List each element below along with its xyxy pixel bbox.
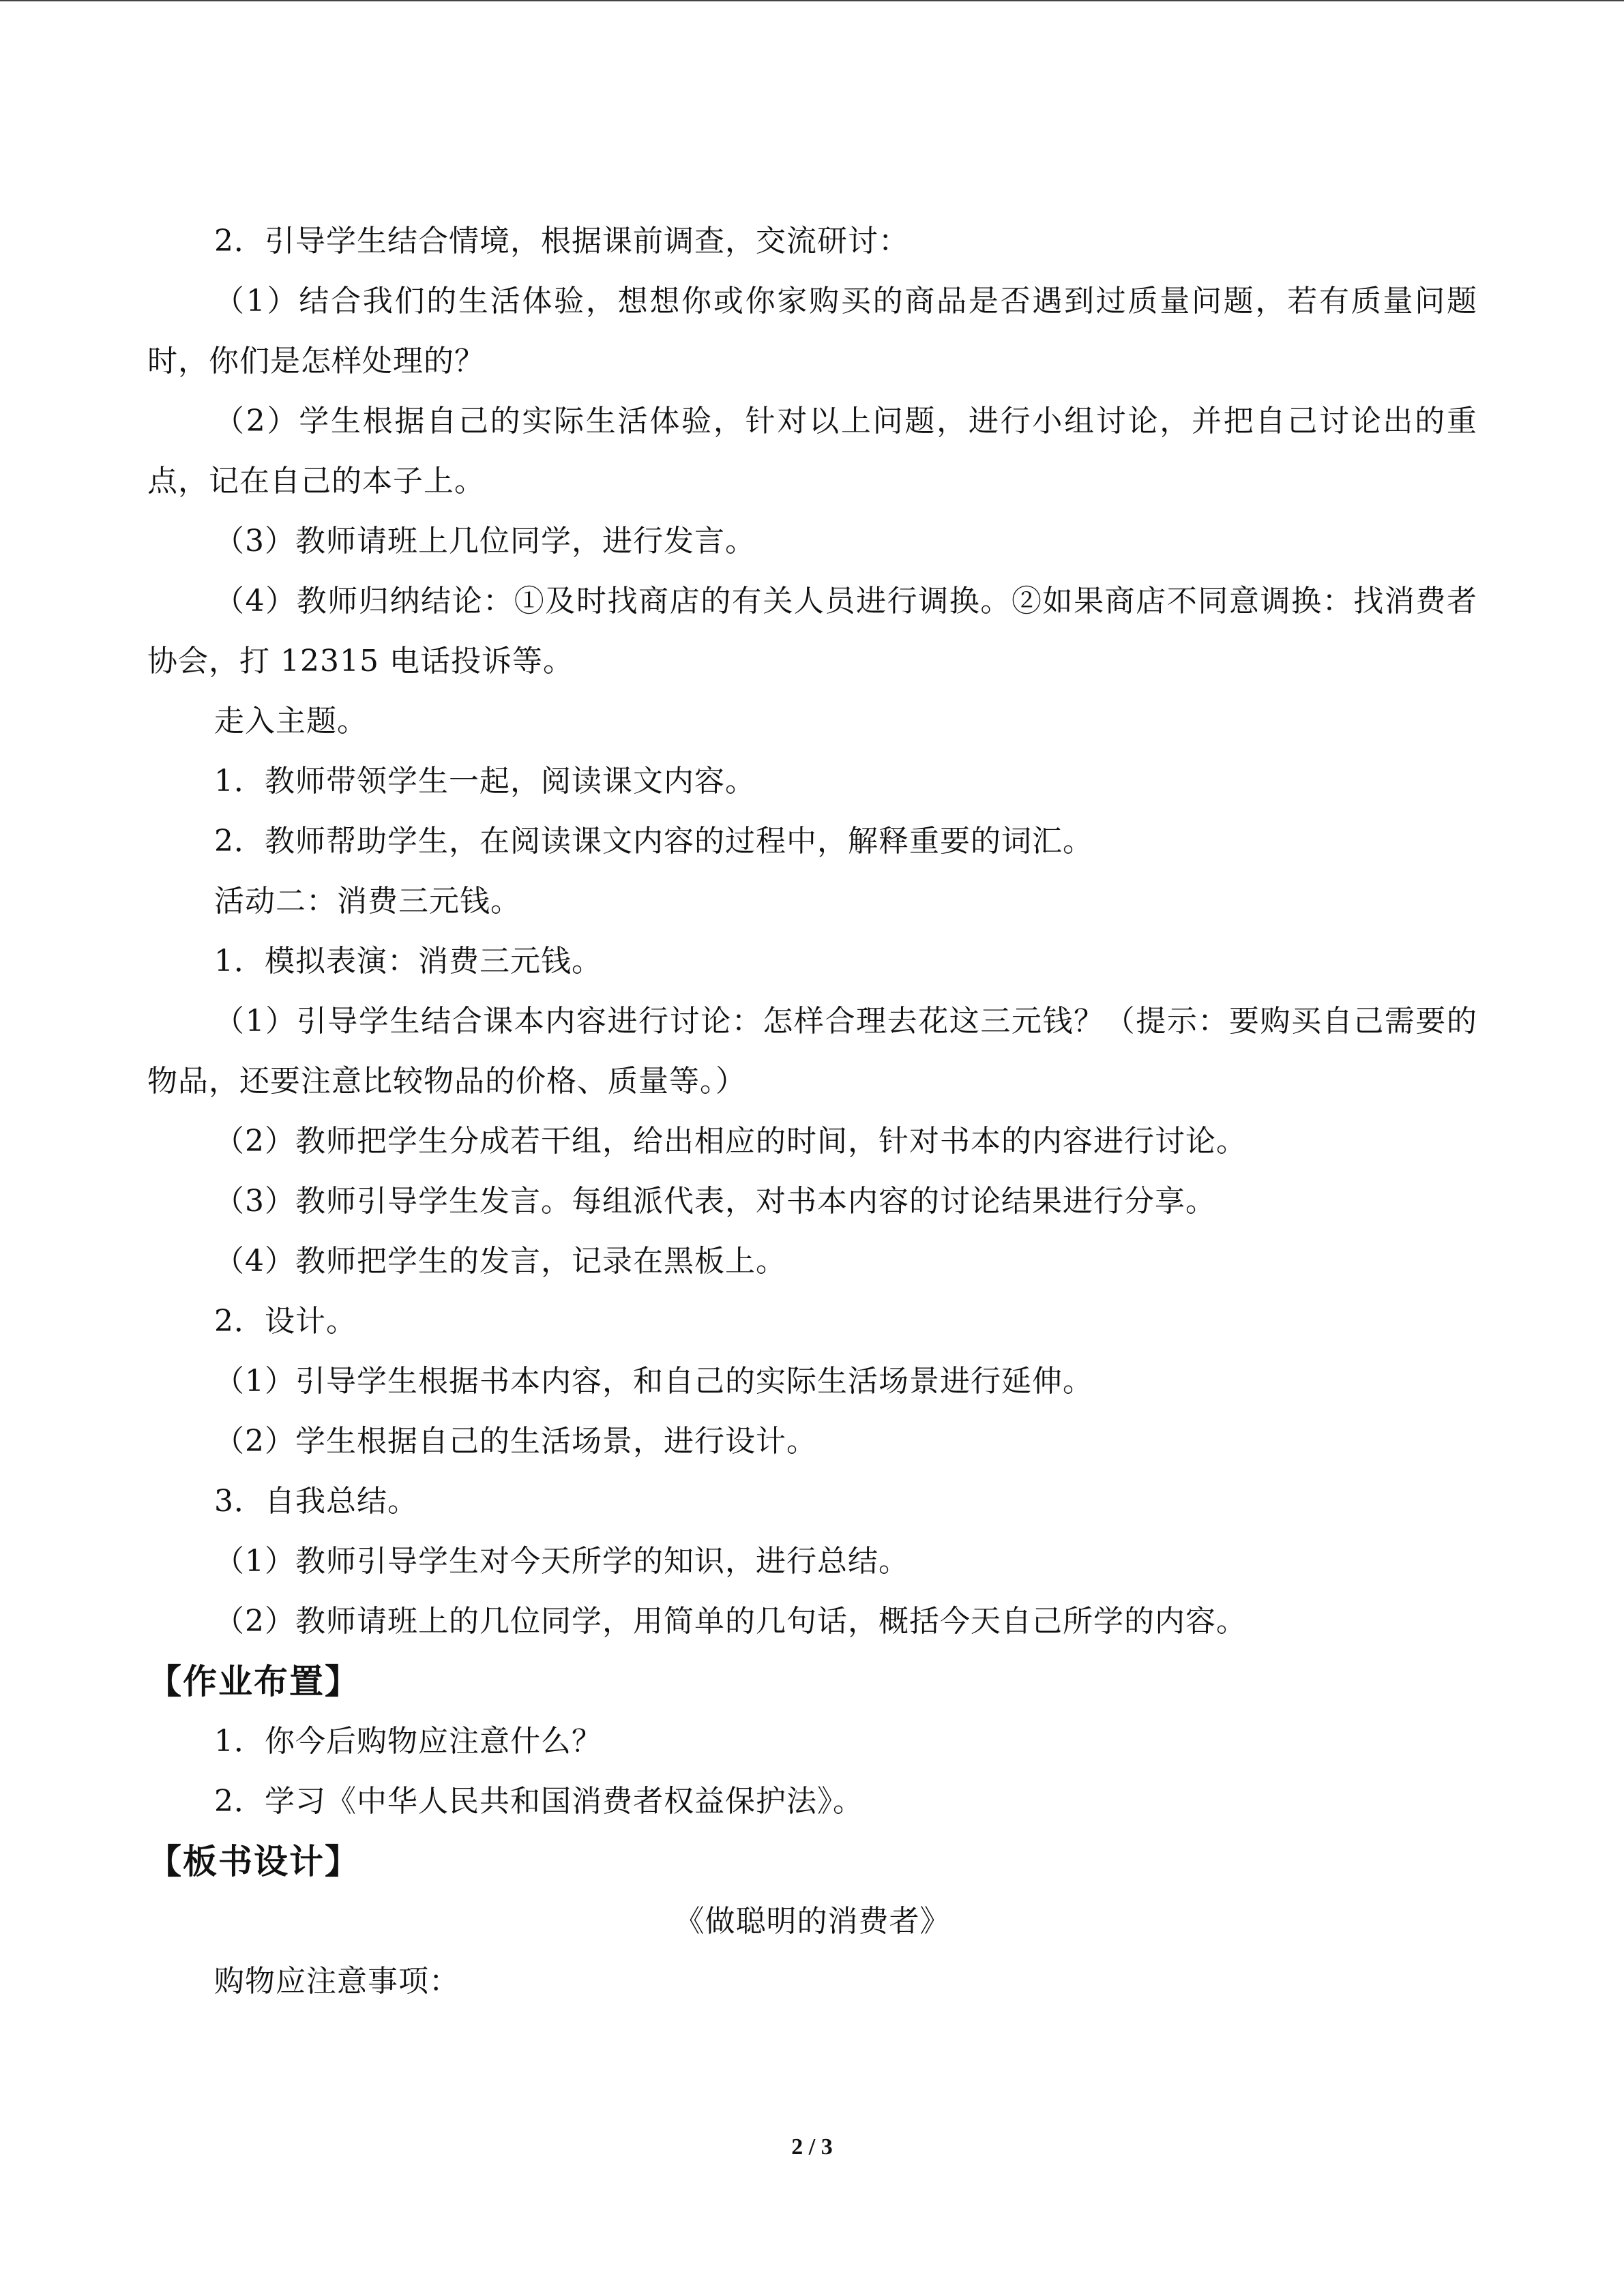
- paragraph-guide-discussion: 2．引导学生结合情境，根据课前调查，交流研讨：: [214, 224, 909, 258]
- paragraph-extend-scene: （1）引导学生根据书本内容，和自己的实际生活场景进行延伸。: [214, 1364, 1093, 1399]
- page-number: 2 / 3: [791, 2134, 833, 2160]
- document-body: [147, 211, 1477, 2012]
- heading-board-design: 【板书设计】: [147, 1842, 360, 1881]
- paragraph-homework-one: 1．你今后购物应注意什么？: [214, 1724, 602, 1759]
- paragraph-role-play: 1．模拟表演：消费三元钱。: [214, 944, 602, 979]
- paragraph-group-discussion: （2）学生根据自己的实际生活体验，针对以上问题，进行小组讨论，并把自己讨论出的重点，记在自己的本子上。: [147, 404, 1477, 498]
- paragraph-student-speech: （3）教师请班上几位同学，进行发言。: [214, 524, 756, 558]
- paragraph-read-text: 1．教师带领学生一起，阅读课文内容。: [214, 764, 756, 799]
- board-title: 《做聪明的消费者》: [674, 1904, 951, 1939]
- paragraph-blackboard-record: （4）教师把学生的发言，记录在黑板上。: [214, 1244, 786, 1279]
- paragraph-teacher-conclusion: （4）教师归纳结论：①及时找商店的有关人员进行调换。②如果商店不同意调换：找消费者协会，打 12315 电话投诉等。: [147, 584, 1477, 679]
- paragraph-explain-words: 2．教师帮助学生，在阅读课文内容的过程中，解释重要的词汇。: [214, 824, 1093, 859]
- paragraph-group-share: （3）教师引导学生发言。每组派代表，对书本内容的讨论结果进行分享。: [214, 1184, 1216, 1219]
- paragraph-summary-speech: （2）教师请班上的几位同学，用简单的几句话，概括今天自己所学的内容。: [214, 1604, 1247, 1639]
- paragraph-quality-question: （1）结合我们的生活体验，想想你或你家购买的商品是否遇到过质量问题，若有质量问题时，你们是怎样处理的？: [147, 284, 1477, 378]
- paragraph-divide-groups: （2）教师把学生分成若干组，给出相应的时间，针对书本的内容进行讨论。: [214, 1124, 1247, 1159]
- paragraph-homework-two: 2．学习《中华人民共和国消费者权益保护法》。: [214, 1784, 863, 1819]
- paragraph-shopping-notes: 购物应注意事项：: [214, 1964, 460, 1999]
- paragraph-enter-topic: 走入主题。: [214, 704, 368, 739]
- paragraph-self-summary: 3．自我总结。: [214, 1484, 418, 1519]
- paragraph-spend-discussion: （1）引导学生结合课本内容进行讨论：怎样合理去花这三元钱？（提示：要购买自己需要的物品，还要注意比较物品的价格、质量等。）: [147, 1004, 1477, 1099]
- paragraph-activity-two: 活动二：消费三元钱。: [214, 884, 521, 919]
- paragraph-student-design: （2）学生根据自己的生活场景，进行设计。: [214, 1424, 817, 1459]
- paragraph-summary-guide: （1）教师引导学生对今天所学的知识，进行总结。: [214, 1544, 909, 1579]
- heading-homework: 【作业布置】: [147, 1662, 360, 1701]
- paragraph-design: 2．设计。: [214, 1304, 357, 1339]
- page-top-border: [0, 0, 1624, 1]
